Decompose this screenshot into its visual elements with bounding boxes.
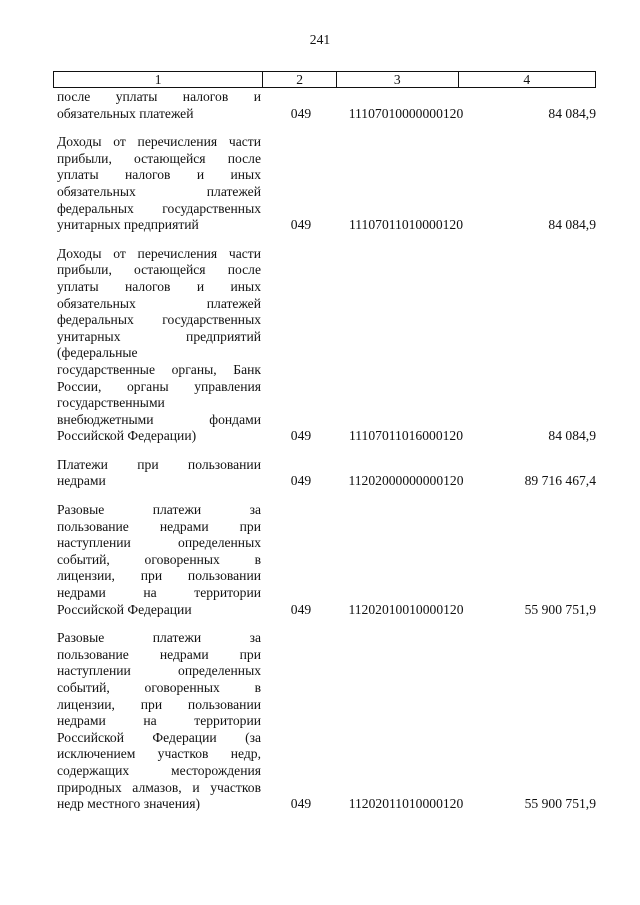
header-col-3: 3 (337, 72, 459, 87)
row-admin-code: 049 (290, 217, 312, 233)
row-admin-code: 049 (290, 473, 312, 489)
description-line: после уплаты налогов и (57, 89, 261, 104)
description-line: государственные органы, Банк (57, 361, 261, 377)
description-line: Доходы от перечисления части (57, 134, 261, 150)
description-line: унитарных предприятий (57, 328, 261, 344)
table-row (57, 630, 596, 813)
description-line: обязательных платежей (57, 183, 261, 199)
row-budget-code: 11107011010000120 (348, 217, 464, 233)
description-line: государственными (57, 395, 165, 411)
description-line: недрами (57, 473, 106, 489)
description-line: Российской Федерации (57, 601, 192, 617)
description-line: природных алмазов, и участков (57, 779, 261, 795)
row-budget-code: 11202011010000120 (348, 796, 464, 812)
row-budget-code: 11107011016000120 (348, 428, 464, 444)
page-number: 241 (309, 32, 331, 47)
description-line: недр местного значения) (57, 796, 201, 812)
row-admin-code: 049 (290, 796, 312, 812)
description-line: Платежи при пользовании (57, 456, 261, 472)
row-amount: 84 084,9 (548, 105, 596, 121)
row-amount: 89 716 467,4 (524, 473, 596, 489)
row-budget-code: 11107010000000120 (348, 105, 464, 121)
description-line: событий, оговоренных в (57, 551, 261, 567)
description-line: Российской Федерации (за (57, 729, 261, 745)
description-line: внебюджетными фондами (57, 411, 261, 427)
description-line: обязательных платежей (57, 295, 261, 311)
description-line: наступлении определенных (57, 535, 261, 551)
description-line: унитарных предприятий (57, 217, 199, 233)
row-description (57, 630, 261, 813)
description-line: Разовые платежи за (57, 502, 261, 518)
description-line: исключением участков недр, (57, 746, 261, 762)
table-body (57, 89, 596, 825)
description-line: уплаты налогов и иных (57, 167, 261, 183)
description-line: пользование недрами при (57, 646, 261, 662)
row-description (57, 246, 261, 445)
description-line: прибыли, остающейся после (57, 262, 261, 278)
description-line: прибыли, остающейся после (57, 150, 261, 166)
row-amount: 55 900 751,9 (524, 796, 596, 812)
description-line: лицензии, при пользовании (57, 696, 261, 712)
row-admin-code: 049 (290, 601, 312, 617)
table-header (53, 71, 596, 88)
row-description (57, 89, 261, 122)
description-line: лицензии, при пользовании (57, 568, 261, 584)
header-col-1: 1 (54, 72, 263, 87)
description-line: событий, оговоренных в (57, 680, 261, 695)
description-line: недрами на территории (57, 713, 261, 729)
row-budget-code: 11202010010000120 (348, 601, 464, 617)
row-description (57, 134, 261, 234)
row-description (57, 457, 261, 490)
row-amount: 84 084,9 (548, 428, 596, 444)
row-amount: 55 900 751,9 (524, 601, 596, 617)
description-line: недрами на территории (57, 585, 261, 601)
row-admin-code: 049 (290, 428, 312, 444)
description-line: уплаты налогов и иных (57, 278, 261, 294)
table-row (57, 502, 596, 618)
description-line: федеральных государственных (57, 200, 261, 216)
description-line: содержащих месторождения (57, 762, 261, 778)
description-line: наступлении определенных (57, 663, 261, 679)
description-line: Российской Федерации) (57, 428, 197, 444)
table-row (57, 457, 596, 490)
row-amount: 84 084,9 (548, 217, 596, 233)
table-row (57, 134, 596, 234)
description-line: Доходы от перечисления части (57, 245, 261, 261)
description-line: (федеральные (57, 345, 138, 361)
header-col-4: 4 (523, 72, 531, 87)
row-admin-code: 049 (290, 105, 312, 121)
description-line: Разовые платежи за (57, 630, 261, 646)
description-line: пользование недрами при (57, 518, 261, 534)
description-line: обязательных платежей (57, 105, 194, 121)
table-row (57, 89, 596, 122)
row-description (57, 502, 261, 618)
description-line: федеральных государственных (57, 312, 261, 328)
row-budget-code: 11202000000000120 (348, 473, 464, 489)
header-col-2: 2 (263, 72, 337, 87)
description-line: России, органы управления (57, 378, 261, 394)
table-row (57, 246, 596, 445)
